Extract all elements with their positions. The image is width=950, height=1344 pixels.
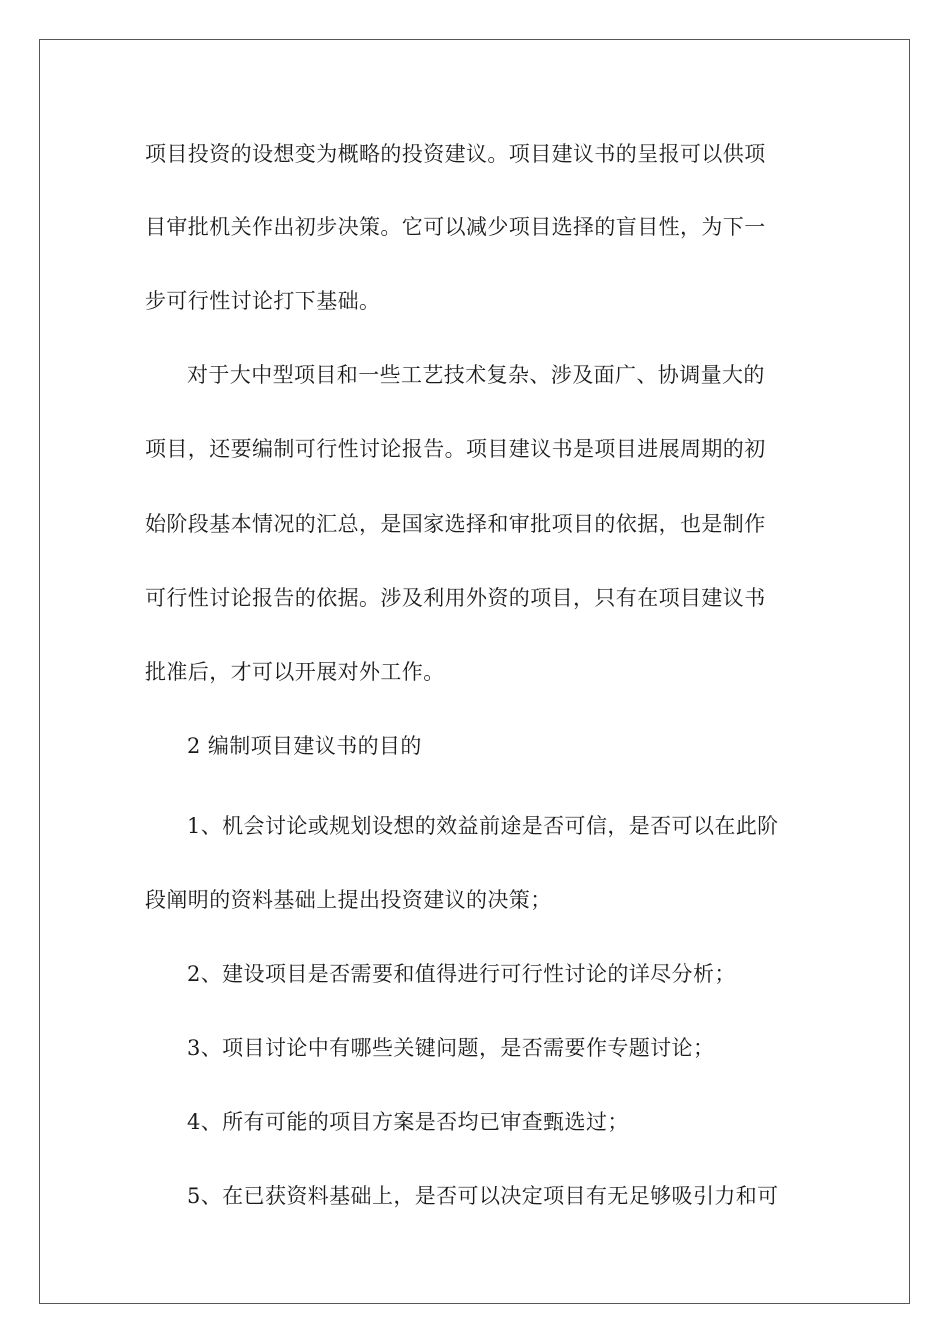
list-item: 1、机会讨论或规划设想的效益前途是否可信，是否可以在此阶 [187,814,779,838]
section-heading: 2 编制项目建议书的目的 [187,734,422,758]
list-item: 2、建设项目是否需要和值得进行可行性讨论的详尽分析； [187,962,736,986]
paragraph-line: 步可行性讨论打下基础。 [145,289,381,313]
paragraph-line: 可行性讨论报告的依据。涉及利用外资的项目，只有在项目建议书 [145,586,766,610]
list-item: 4、所有可能的项目方案是否均已审查甄选过； [187,1110,629,1134]
paragraph-line: 批准后，才可以开展对外工作。 [145,660,445,684]
paragraph-line: 项目投资的设想变为概略的投资建议。项目建议书的呈报可以供项 [145,142,766,166]
list-item: 5、在已获资料基础上，是否可以决定项目有无足够吸引力和可 [187,1184,779,1208]
paragraph-line: 始阶段基本情况的汇总，是国家选择和审批项目的依据，也是制作 [145,512,766,536]
list-item-continuation: 段阐明的资料基础上提出投资建议的决策； [145,888,552,912]
paragraph-line: 目审批机关作出初步决策。它可以减少项目选择的盲目性，为下一 [145,215,766,239]
list-item: 3、项目讨论中有哪些关键问题，是否需要作专题讨论； [187,1036,715,1060]
paragraph-line: 项目，还要编制可行性讨论报告。项目建议书是项目进展周期的初 [145,437,766,461]
paragraph-line: 对于大中型项目和一些工艺技术复杂、涉及面广、协调量大的 [187,363,765,387]
